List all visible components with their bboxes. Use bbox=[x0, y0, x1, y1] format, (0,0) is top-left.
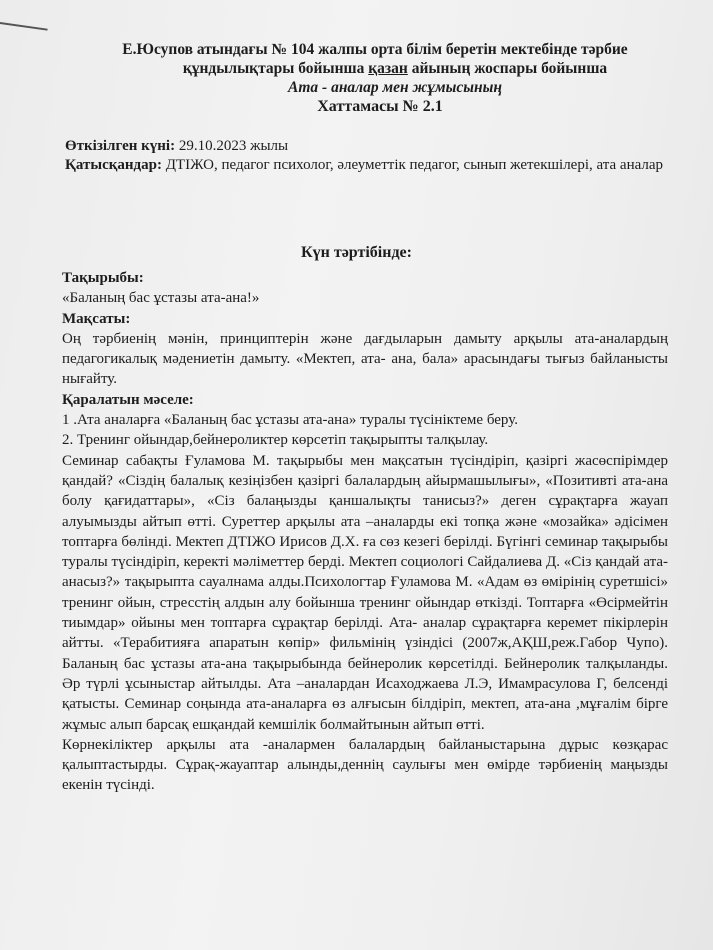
header-line-1: Е.Юсупов атындағы № 104 жалпы орта білім беретін мектебінде тәрбие bbox=[122, 41, 628, 58]
protocol-title: Хаттамасы № 2.1 bbox=[317, 98, 443, 115]
topic-value: «Баланың бас ұстазы ата-ана!» bbox=[62, 290, 260, 307]
agenda-title: Күн тәртібінде: bbox=[301, 244, 412, 261]
participants-label: Қатысқандар: bbox=[65, 157, 162, 173]
header-month: қазан bbox=[368, 60, 408, 77]
meta-block bbox=[65, 137, 665, 175]
header-line-3: Ата - аналар мен жұмысының bbox=[288, 79, 502, 96]
participants-value: ДТІЖО, педагог психолог, әлеуметтік педагог, сынып жетекшілері, ата аналар bbox=[161, 157, 664, 173]
margin-mark bbox=[0, 22, 48, 30]
paragraph-2: Көрнекіліктер арқылы ата -аналармен балалардың байланыстарына дұрыс көзқарас қалыптастырды. Сұрақ-жауаптар алынды,деннің саулығы мен өмірде тәрбиенің маңызды екенін түсінді. bbox=[62, 736, 668, 794]
date-line bbox=[65, 137, 665, 156]
issue-item-1: 1 .Ата аналарға «Баланың бас ұстазы ата-ана» туралы түсініктеме беру. bbox=[62, 412, 518, 429]
issue-item-2: 2. Тренинг ойындар,бейнероликтер көрсетіп тақырыпты талқылау. bbox=[62, 432, 489, 449]
document-header bbox=[95, 40, 655, 116]
header-line-2-post: айының жоспары бойынша bbox=[407, 60, 608, 77]
date-label: Өткізілген күні: bbox=[65, 138, 176, 154]
header-line-2 bbox=[95, 59, 655, 78]
goal-value: Оң тәрбиенің мәнін, принциптерін және дағдыларын дамыту арқылы ата-аналардың педагогикалық мәдениетін дамыту. «Мектеп, ата- ана, бала» арасындағы тығыз байланысты нығайту. bbox=[62, 330, 668, 388]
topic-label: Тақырыбы: bbox=[62, 270, 144, 286]
header-line-2-pre: құндылықтары бойынша bbox=[182, 60, 369, 77]
issues-label: Қаралатын мәселе: bbox=[62, 391, 194, 408]
document-body bbox=[62, 268, 668, 796]
paragraph-1: Семинар сабақты Ғуламова М. тақырыбы мен мақсатын түсіндіріп, қазіргі жасөспірімдер қандай? «Сіздің балалық кезіңізбен қазіргі балалардың айырмашылығы», «Позитивті ата-ана болу қағидаттары», «Сіз балаңызды қаншалықты танисыз?» деген сұрақтарға жауап алуымызды айтып өтті. Суреттер арқылы ата –аналарды екі топқа және «мозайка» әдісімен топтарға бөлінді. Мектеп ДТІЖО Ирисов Д.Х. ға сөз кезегі берілді. Бүгінгі семинар тақырыбы туралы түсіндіріп, керекті мәліметтер берді. Мектеп социологі Сайдалиева Д. «Сіз қандай ата-анасыз?» тақырыпта сауалнама алды.Психологтар Ғуламова М. «Адам өз өмірінің суретшісі» тренинг ойын, стресстің алдын алу бойынша тренинг ойындар өткізді. Топтарға «Өсірмейтін тиымдар» ойыны мен топтарға сұрақтар берілді. Ата- аналар сұрақтарға керемет пікірлерін айтты. «Терабитияға апаратын көпір» фильмінің үзіндісі (2007ж,АҚШ,реж.Габор Чупо). Баланың бас ұстазы ата-ана тақырыбында бейнеролик көрсетілді. Бейнеролик талқыланды. Әр түрлі ұсыныстар айтылды. Ата –аналардан Исаходжаева Л.Э, Имамрасулова Г, белсенді қатысты. Семинар соңында ата-аналарға өз алғысын білдіріп, мектеп, ата-ана ,мұғалім бірге жұмыс алып барсақ ешқандай кемшілік болмайтынын айтып өтті. bbox=[62, 452, 668, 733]
participants-line bbox=[65, 156, 665, 175]
date-value: 29.10.2023 жылы bbox=[175, 138, 289, 154]
goal-label: Мақсаты: bbox=[62, 310, 131, 327]
